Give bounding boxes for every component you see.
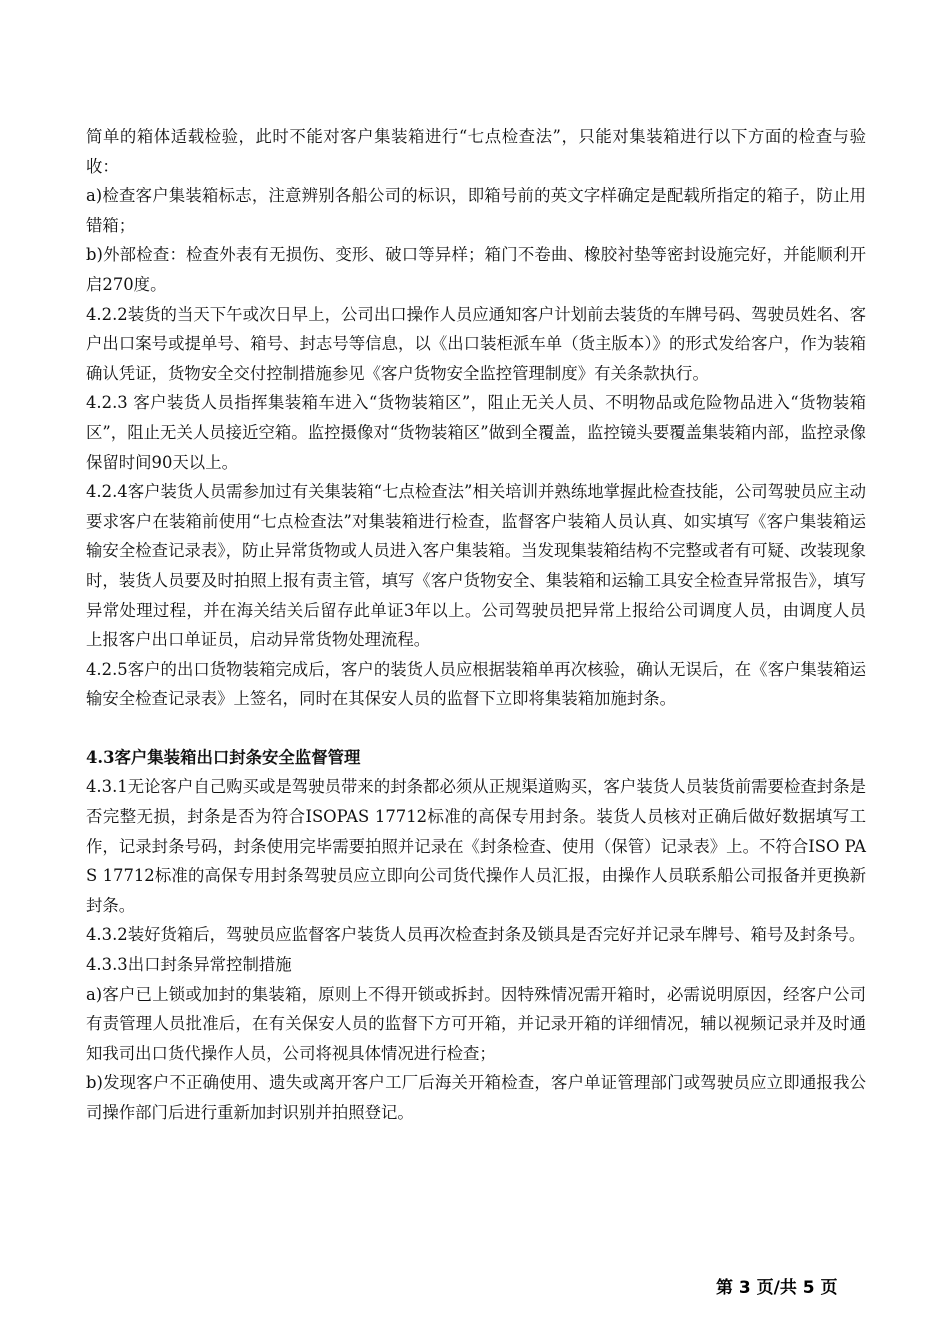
section-heading-4-3: 4.3客户集装箱出口封条安全监督管理 bbox=[86, 747, 361, 767]
paragraph-seal-exception-b: b)发现客户不正确使用、遗失或离开客户工厂后海关开箱检查，客户单证管理部门或驾驶员应立即通报我公司操作部门后进行重新加封识别并拍照登记。 bbox=[86, 1073, 866, 1122]
paragraph-4-3-1: 4.3.1无论客户自己购买或是驾驶员带来的封条都必须从正规渠道购买，客户装货人员装货前需要检查封条是否完整无损，封条是否为符合ISOPAS 17712标准的高保专用封条。装货人员核对正确后做好数据填写工作，记录封条号码，封条使用完毕需要拍照并记录在《封条检查、使用（保管）记录表》上。不符合ISO PAS 17712标准的高保专用封条驾驶员应立即向公司货代操作人员汇报，由操作人员联系船公司报备并更换新封条。 bbox=[86, 777, 866, 915]
paragraph-4-3-2: 4.3.2装好货箱后，驾驶员应监督客户装货人员再次检查封条及锁具是否完好并记录车牌号、箱号及封条号。 bbox=[86, 925, 866, 945]
paragraph-check-container-markings: a)检查客户集装箱标志，注意辨别各船公司的标识，即箱号前的英文字样确定是配载所指定的箱子，防止用错箱； bbox=[86, 186, 866, 235]
paragraph-box-inspection-intro: 简单的箱体适载检验，此时不能对客户集装箱进行“七点检查法”，只能对集装箱进行以下方面的检查与验收： bbox=[86, 127, 866, 176]
paragraph-external-inspection: b)外部检查：检查外表有无损伤、变形、破口等异样；箱门不卷曲、橡胶衬垫等密封设施完好，并能顺利开启270度。 bbox=[86, 245, 866, 294]
document-body bbox=[86, 122, 866, 1128]
paragraph-4-3-3: 4.3.3出口封条异常控制措施 bbox=[86, 955, 292, 975]
page-number-footer: 第 3 页/共 5 页 bbox=[716, 1278, 838, 1298]
paragraph-4-2-2: 4.2.2装货的当天下午或次日早上，公司出口操作人员应通知客户计划前去装货的车牌号码、驾驶员姓名、客户出口案号或提单号、箱号、封志号等信息，以《出口装柜派车单（货主版本）》的形式发给客户，作为装箱确认凭证，货物安全交付控制措施参见《客户货物安全监控管理制度》有关条款执行。 bbox=[86, 304, 866, 383]
paragraph-4-2-5: 4.2.5客户的出口货物装箱完成后，客户的装货人员应根据装箱单再次核验，确认无误后，在《客户集装箱运输安全检查记录表》上签名，同时在其保安人员的监督下立即将集装箱加施封条。 bbox=[86, 659, 866, 709]
paragraph-4-2-3: 4.2.3 客户装货人员指挥集装箱车进入“货物装箱区”，阻止无关人员、不明物品或危险物品进入“货物装箱区”，阻止无关人员接近空箱。监控摄像对“货物装箱区”做到全覆盖，监控镜头要覆盖集装箱内部，监控录像保留时间90天以上。 bbox=[86, 393, 866, 472]
paragraph-4-2-4: 4.2.4客户装货人员需参加过有关集装箱“七点检查法”相关培训并熟练地掌握此检查技能，公司驾驶员应主动要求客户在装箱前使用“七点检查法”对集装箱进行检查，监督客户装箱人员认真、如实填写《客户集装箱运输安全检查记录表》，防止异常货物或人员进入客户集装箱。当发现集装箱结构不完整或者有可疑、改装现象时，装货人员要及时拍照上报有责主管，填写《客户货物安全、集装箱和运输工具安全检查异常报告》，填写异常处理过程，并在海关结关后留存此单证3年以上。公司驾驶员把异常上报给公司调度人员，由调度人员上报客户出口单证员，启动异常货物处理流程。 bbox=[86, 482, 866, 650]
paragraph-seal-exception-a: a)客户已上锁或加封的集装箱，原则上不得开锁或拆封。因特殊情况需开箱时，必需说明原因，经客户公司有责管理人员批准后，在有关保安人员的监督下方可开箱，并记录开箱的详细情况，辅以视频记录并及时通知我司出口货代操作人员，公司将视具体情况进行检查； bbox=[86, 984, 866, 1063]
